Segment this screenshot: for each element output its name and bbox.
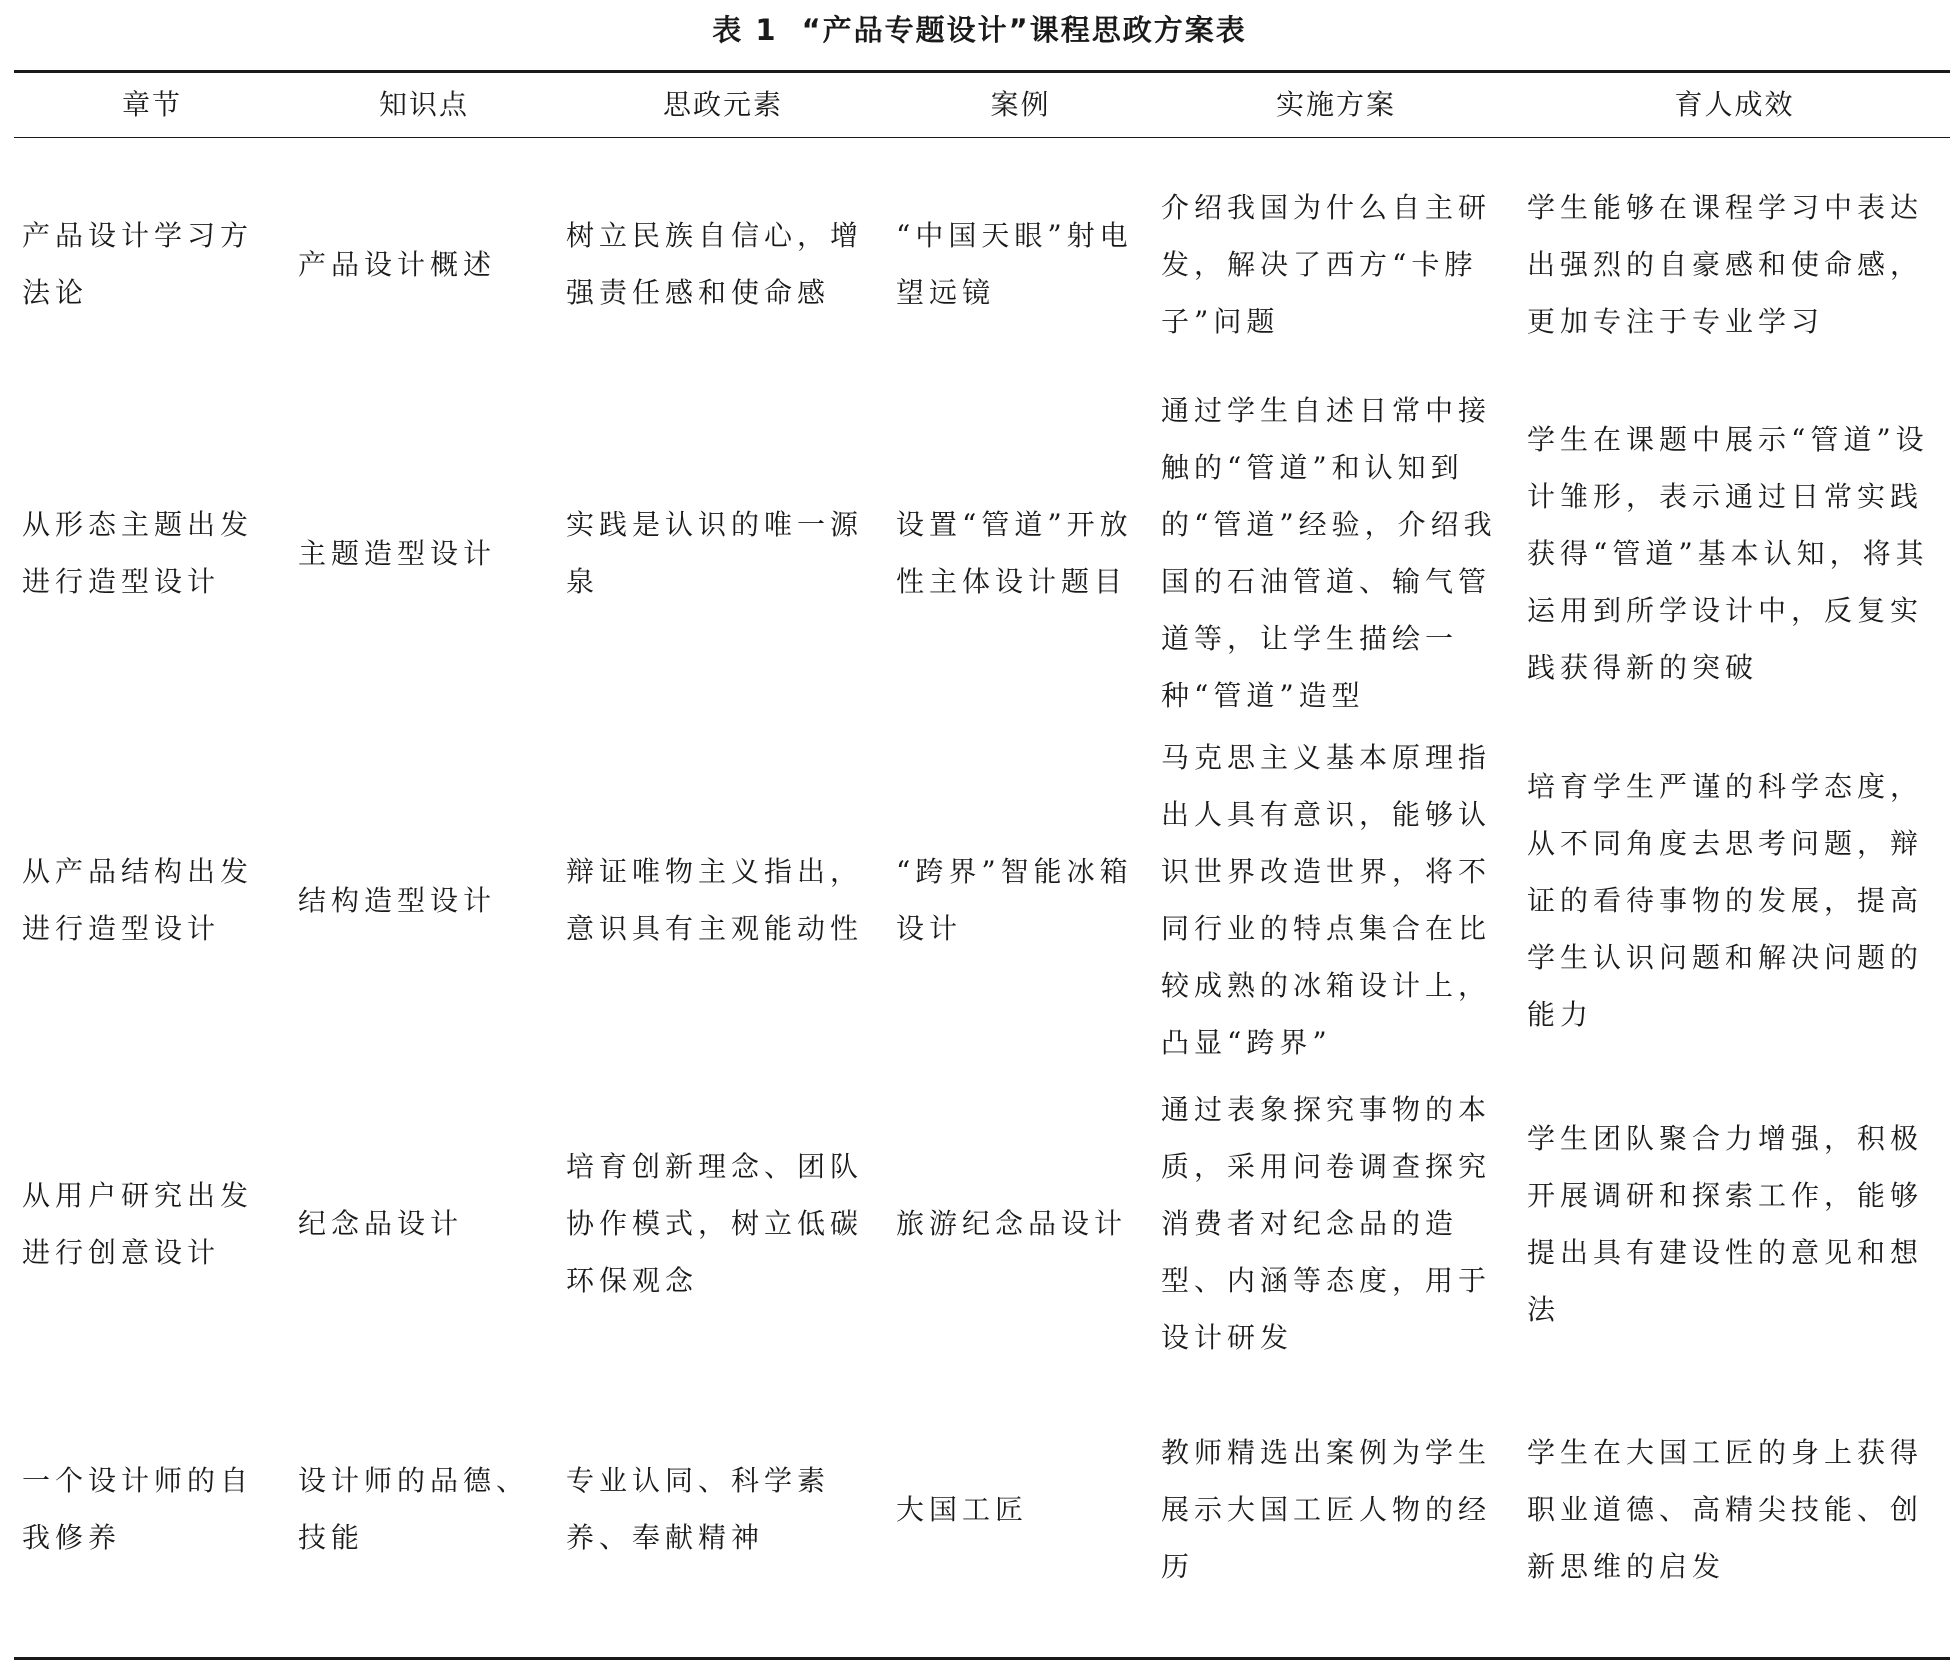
cell-case: “跨界”智能冰箱设计: [896, 855, 1133, 945]
column-header-knowledge: 知识点: [290, 72, 558, 138]
table-row: [14, 1076, 1950, 1371]
table-row: [14, 138, 1950, 383]
column-header-case: 案例: [888, 72, 1153, 138]
cell-chapter: 一个设计师的自我修养: [14, 1371, 290, 1659]
cell-chapter: 从产品结构出发进行造型设计: [22, 855, 254, 945]
table-row: [14, 382, 1950, 724]
cell-element: 树立民族自信心，增强责任感和使命感: [566, 219, 864, 309]
column-header-outcome: 育人成效: [1519, 72, 1950, 138]
cell-knowledge: 产品设计概述: [298, 247, 497, 281]
column-header-element: 思政元素: [558, 72, 888, 138]
cell-outcome: 学生能够在课程学习中表达出强烈的自豪感和使命感，更加专注于专业学习: [1527, 190, 1924, 338]
cell-case: 旅游纪念品设计: [896, 1207, 1128, 1240]
cell-plan: 介绍我国为什么自主研发，解决了西方“卡脖子”问题: [1161, 190, 1492, 338]
table-row: [14, 1371, 1950, 1659]
table-caption: [0, 8, 1959, 49]
cell-case: 设置“管道”开放性主体设计题目: [896, 508, 1133, 598]
cell-knowledge: 主题造型设计: [298, 536, 497, 570]
cell-chapter: 产品设计学习方法论: [22, 219, 254, 309]
cell-outcome: 学生团队聚合力增强，积极开展调研和探索工作，能够提出具有建设性的意见和想法: [1527, 1121, 1924, 1326]
cell-plan: 通过学生自述日常中接触的“管道”和认知到的“管道”经验，介绍我国的石油管道、输气管道等，让学生描绘一种“管道”造型: [1161, 394, 1497, 712]
table-number: 表 1: [712, 13, 778, 47]
cell-chapter: 从形态主题出发进行造型设计: [22, 508, 254, 598]
cell-element: 实践是认识的唯一源泉: [566, 508, 864, 598]
cell-outcome: 培育学生严谨的科学态度，从不同角度去思考问题，辩证的看待事物的发展，提高学生认识问题和解决问题的能力: [1527, 769, 1924, 1031]
cell-chapter: 从用户研究出发进行创意设计: [22, 1178, 254, 1269]
cell-outcome: 学生在大国工匠的身上获得职业道德、高精尖技能、创新思维的启发: [1519, 1371, 1950, 1659]
cell-plan: 通过表象探究事物的本质，采用问卷调查探究消费者对纪念品的造型、内涵等态度，用于设计研发: [1161, 1093, 1492, 1354]
cell-knowledge: 纪念品设计: [298, 1207, 464, 1240]
cell-knowledge: 结构造型设计: [298, 883, 497, 917]
cell-outcome: 学生在课题中展示“管道”设计雏形，表示通过日常实践获得“管道”基本认知，将其运用到所学设计中，反复实践获得新的突破: [1527, 422, 1929, 684]
course-plan-table: [14, 70, 1950, 1660]
column-header-chapter: 章节: [14, 72, 290, 138]
cell-element: 辩证唯物主义指出，意识具有主观能动性: [566, 855, 864, 945]
table-header-row: [14, 72, 1950, 138]
cell-element: 专业认同、科学素养、奉献精神: [558, 1371, 888, 1659]
column-header-plan: 实施方案: [1153, 72, 1519, 138]
table-row: [14, 724, 1950, 1076]
cell-case: 大国工匠: [888, 1371, 1153, 1659]
cell-plan: 马克思主义基本原理指出人具有意识，能够认识世界改造世界，将不同行业的特点集合在比较成熟的冰箱设计上，凸显“跨界”: [1161, 741, 1492, 1059]
cell-case: “中国天眼”射电望远镜: [896, 219, 1133, 309]
cell-knowledge: 设计师的品德、技能: [290, 1371, 558, 1659]
cell-plan: 教师精选出案例为学生展示大国工匠人物的经历: [1153, 1371, 1519, 1659]
table-title: “产品专题设计”课程思政方案表: [801, 13, 1247, 47]
cell-element: 培育创新理念、团队协作模式，树立低碳环保观念: [566, 1150, 864, 1297]
